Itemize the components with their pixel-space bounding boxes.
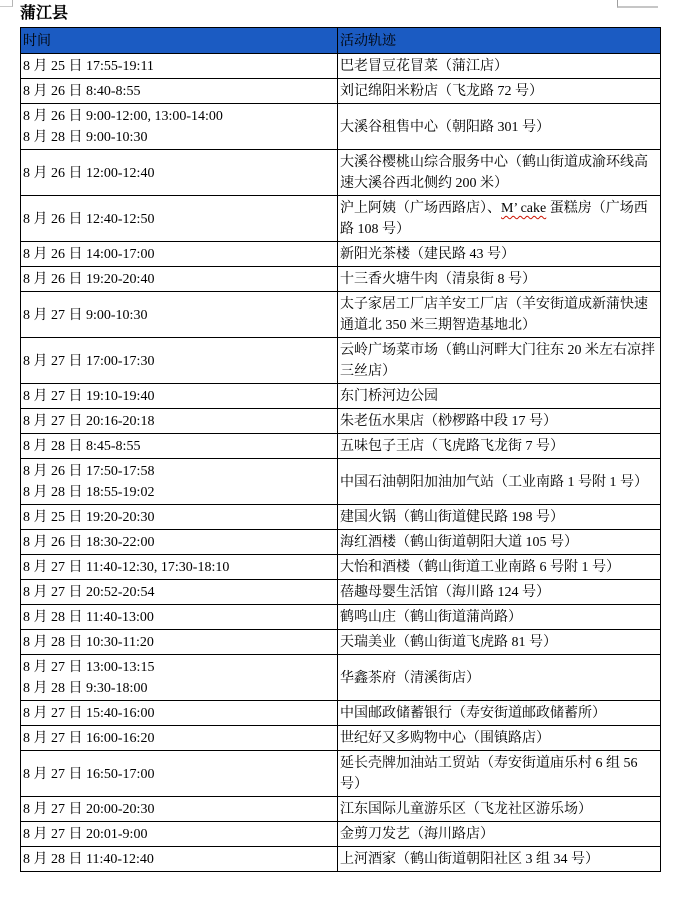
time-cell [21,242,338,267]
time-line: 8 月 26 日 12:00-12:40 [23,165,155,181]
time-line: 8 月 28 日 11:40-12:40 [23,852,154,867]
time-line: 8 月 28 日 9:30-18:00 [23,681,148,696]
time-cell [21,847,338,872]
table-row [21,242,661,267]
location-text-misspelled: M’ cake [501,201,547,216]
time-line: 8 月 27 日 11:40-12:30, 17:30-18:10 [23,560,230,575]
location-cell: 海红酒楼（鹤山街道朝阳大道 105 号） [338,530,661,555]
time-cell [21,150,338,196]
time-cell [21,409,338,434]
table-row [21,434,661,459]
table-row [21,701,661,726]
time-cell [21,655,338,701]
location-cell [338,196,661,242]
top-right-edge-artifact [617,0,658,8]
activity-table [20,27,661,872]
location-cell: 大溪谷租售中心（朝阳路 301 号） [338,104,661,150]
table-row [21,822,661,847]
time-line: 8 月 27 日 17:00-17:30 [23,353,155,369]
time-line: 8 月 28 日 18:55-19:02 [23,485,155,500]
time-cell [21,505,338,530]
time-line: 8 月 27 日 19:10-19:40 [23,389,155,404]
location-cell: 江东国际儿童游乐区（飞龙社区游乐场） [338,797,661,822]
time-cell [21,701,338,726]
time-line: 8 月 27 日 13:00-13:15 [23,660,155,675]
time-line: 8 月 26 日 8:40-8:55 [23,84,141,99]
location-cell: 建国火锅（鹤山街道健民路 198 号） [338,505,661,530]
time-line: 8 月 28 日 11:40-13:00 [23,610,154,625]
time-cell [21,797,338,822]
header-cell-track: 活动轨迹 [338,28,661,54]
location-cell: 蓓趣母婴生活馆（海川路 124 号） [338,580,661,605]
table-row [21,751,661,797]
time-cell [21,555,338,580]
table-row [21,292,661,338]
time-cell [21,726,338,751]
table-row [21,530,661,555]
time-line: 8 月 26 日 12:40-12:50 [23,211,155,227]
time-cell [21,292,338,338]
time-cell [21,338,338,384]
time-line: 8 月 27 日 20:52-20:54 [23,585,155,600]
table-row [21,459,661,505]
time-cell [21,79,338,104]
location-cell: 中国邮政储蓄银行（寿安街道邮政储蓄所） [338,701,661,726]
time-line: 8 月 26 日 14:00-17:00 [23,247,155,262]
time-line: 8 月 27 日 20:00-20:30 [23,802,155,817]
location-cell: 十三香火塘牛肉（清泉街 8 号） [338,267,661,292]
time-cell [21,104,338,150]
table-row [21,338,661,384]
time-line: 8 月 27 日 20:16-20:18 [23,414,155,429]
time-line: 8 月 25 日 19:20-20:30 [23,510,155,525]
time-cell [21,751,338,797]
time-line: 8 月 27 日 9:00-10:30 [23,307,148,323]
section-title: 蒲江县 [20,5,69,22]
location-cell: 鹤鸣山庄（鹤山街道蒲尚路） [338,605,661,630]
table-row [21,384,661,409]
time-line: 8 月 26 日 9:00-12:00, 13:00-14:00 [23,109,223,124]
location-cell: 太子家居工厂店羊安工厂店（羊安街道成新蒲快速通道北 350 米三期智造基地北） [338,292,661,338]
time-cell [21,630,338,655]
time-line: 8 月 26 日 17:50-17:58 [23,464,155,479]
top-left-edge-artifact [0,0,13,7]
time-cell [21,822,338,847]
location-cell: 云岭广场菜市场（鹤山河畔大门往东 20 米左右凉拌三丝店） [338,338,661,384]
time-cell [21,580,338,605]
table-row [21,580,661,605]
table-row [21,797,661,822]
table-row [21,79,661,104]
table-header-row [21,28,661,54]
location-text: 沪上阿姨（广场西路店）、 [340,201,501,216]
time-line: 8 月 27 日 15:40-16:00 [23,706,155,721]
location-cell: 延长壳牌加油站工贸站（寿安街道庙乐村 6 组 56 号） [338,751,661,797]
table-row [21,104,661,150]
time-line: 8 月 28 日 8:45-8:55 [23,439,141,454]
table-row [21,409,661,434]
activity-table-body [21,54,661,872]
location-cell: 东门桥河边公园 [338,384,661,409]
table-row [21,555,661,580]
location-cell: 中国石油朝阳加油加气站（工业南路 1 号附 1 号） [338,459,661,505]
time-cell [21,434,338,459]
location-cell: 大怡和酒楼（鹤山街道工业南路 6 号附 1 号） [338,555,661,580]
table-row [21,655,661,701]
time-line: 8 月 27 日 16:00-16:20 [23,731,155,746]
table-row [21,150,661,196]
location-cell: 五味包子王店（飞虎路飞龙街 7 号） [338,434,661,459]
table-row [21,726,661,751]
location-cell: 世纪好又多购物中心（围镇路店） [338,726,661,751]
time-cell [21,605,338,630]
location-cell: 华鑫茶府（清溪街店） [338,655,661,701]
time-line: 8 月 28 日 9:00-10:30 [23,130,148,145]
table-row [21,267,661,292]
location-cell: 新阳光茶楼（建民路 43 号） [338,242,661,267]
time-line: 8 月 28 日 10:30-11:20 [23,635,154,650]
table-row [21,847,661,872]
time-cell [21,459,338,505]
header-cell-time: 时间 [21,28,338,54]
table-row [21,54,661,79]
location-cell: 天瑞美业（鹤山街道飞虎路 81 号） [338,630,661,655]
location-cell: 上河酒家（鹤山街道朝阳社区 3 组 34 号） [338,847,661,872]
table-row [21,505,661,530]
location-cell: 巴老冒豆花冒菜（蒲江店） [338,54,661,79]
location-cell: 朱老伍水果店（桫椤路中段 17 号） [338,409,661,434]
table-row [21,605,661,630]
location-text: 蛋糕房（广场西路 108 号） [340,201,648,237]
time-cell [21,196,338,242]
location-cell: 刘记绵阳米粉店（飞龙路 72 号） [338,79,661,104]
time-cell [21,384,338,409]
time-line: 8 月 27 日 20:01-9:00 [23,827,148,842]
location-cell: 金剪刀发艺（海川路店） [338,822,661,847]
time-line: 8 月 27 日 16:50-17:00 [23,766,155,782]
time-line: 8 月 25 日 17:55-19:11 [23,59,154,74]
location-cell: 大溪谷樱桃山综合服务中心（鹤山街道成渝环线高速大溪谷西北侧约 200 米） [338,150,661,196]
time-cell [21,530,338,555]
time-cell [21,267,338,292]
time-line: 8 月 26 日 18:30-22:00 [23,535,155,550]
time-cell [21,54,338,79]
table-row [21,630,661,655]
time-line: 8 月 26 日 19:20-20:40 [23,272,155,287]
table-row [21,196,661,242]
